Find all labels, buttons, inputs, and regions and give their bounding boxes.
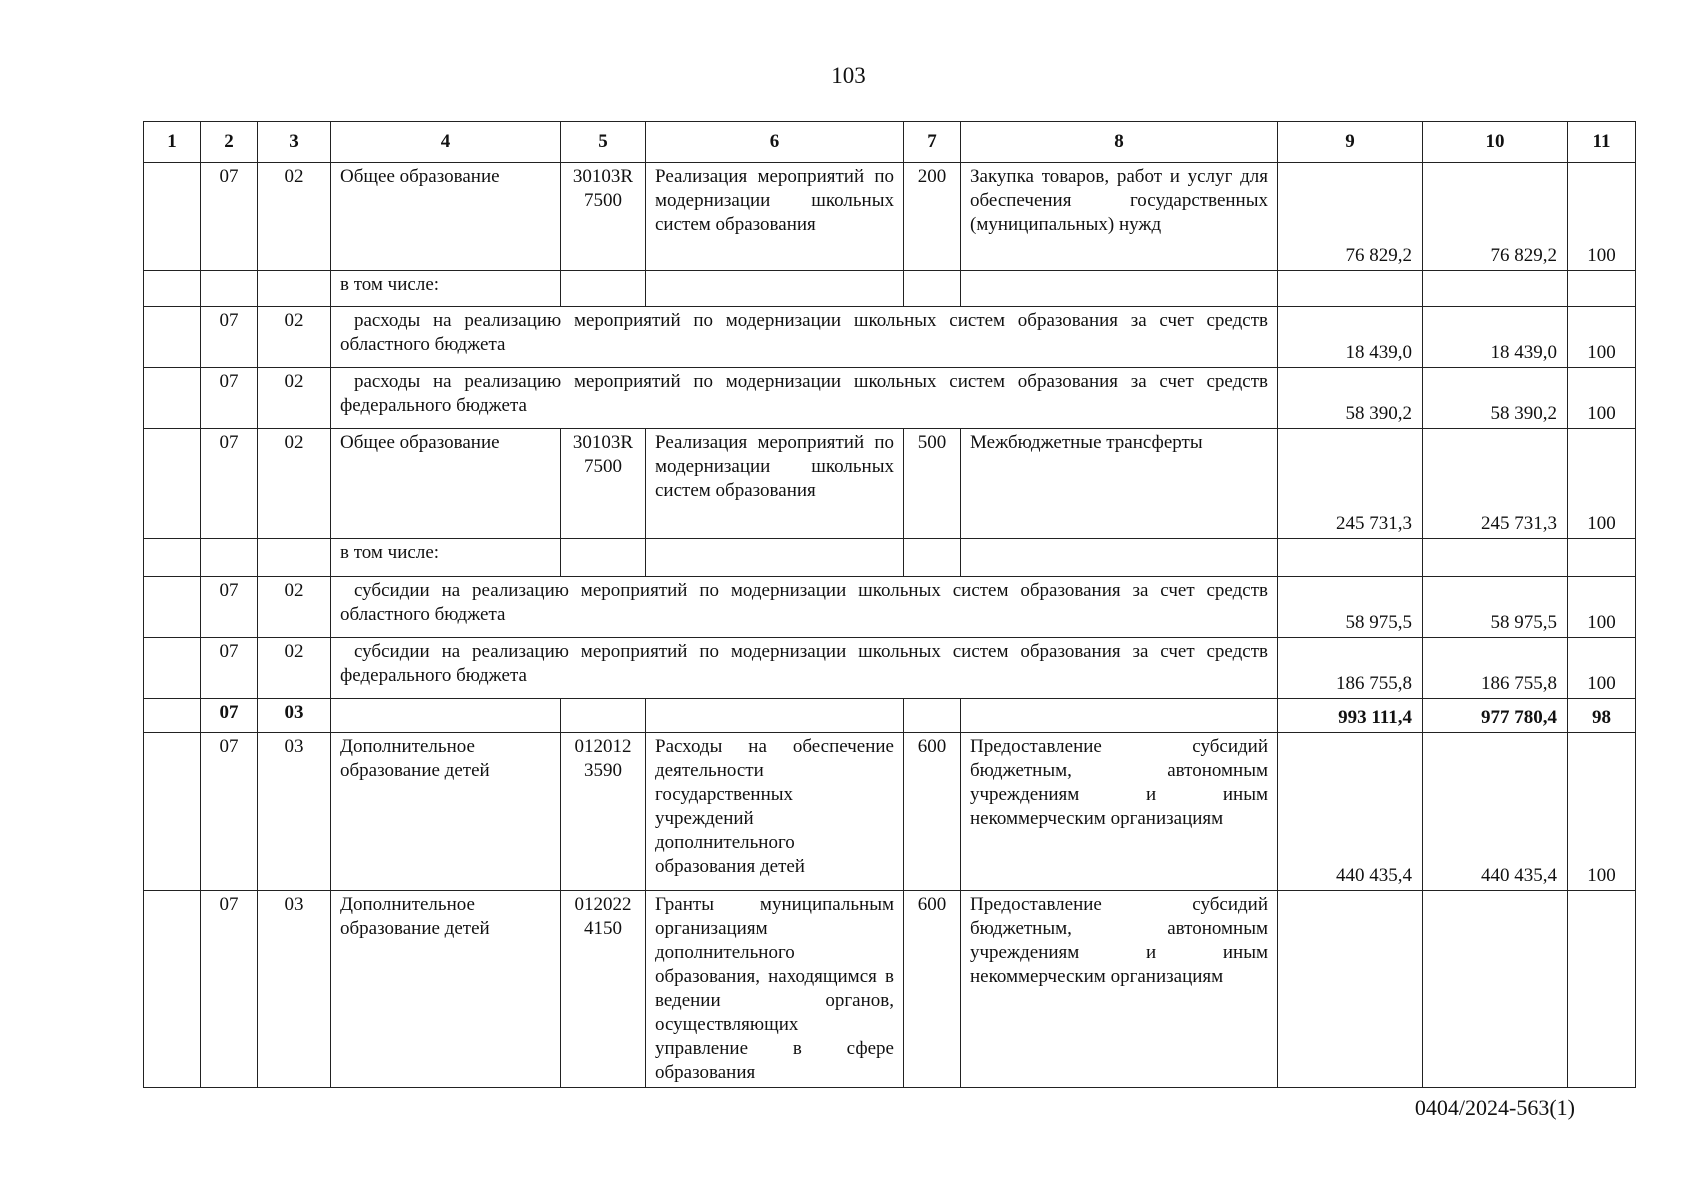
cell-article-name (646, 539, 904, 577)
table-row (144, 307, 1636, 368)
cell-expense-name (961, 539, 1278, 577)
cell-percent: 100 (1568, 733, 1636, 891)
cell-target-article (561, 699, 646, 733)
document-code: 0404/2024-563(1) (1414, 1095, 1575, 1120)
header-cell: 1 (144, 122, 201, 163)
cell-expense-type (904, 271, 961, 307)
cell-actual: 58 390,2 (1423, 368, 1568, 429)
cell-expense-type: 600 (904, 733, 961, 891)
cell-section (201, 539, 258, 577)
cell-subsection: 02 (258, 577, 331, 638)
cell-plan: 186 755,8 (1278, 638, 1423, 699)
cell-section: 07 (201, 368, 258, 429)
cell-section (201, 271, 258, 307)
table-row (144, 163, 1636, 271)
cell-1 (144, 891, 201, 1088)
cell-name: Общее образование (331, 429, 561, 539)
cell-expense-name: Закупка товаров, работ и услуг для обеспечения государственных (муниципальных) нужд (961, 163, 1278, 271)
cell-actual: 58 975,5 (1423, 577, 1568, 638)
cell-target-article: 30103R 7500 (561, 163, 646, 271)
cell-plan: 76 829,2 (1278, 163, 1423, 271)
cell-subsection: 03 (258, 733, 331, 891)
cell-section: 07 (201, 699, 258, 733)
cell-expense-name (961, 699, 1278, 733)
cell-actual: 977 780,4 (1423, 699, 1568, 733)
header-cell: 8 (961, 122, 1278, 163)
cell-subsection: 03 (258, 891, 331, 1088)
cell-plan (1278, 271, 1423, 307)
cell-description: расходы на реализацию мероприятий по модернизации школьных систем образования за счет средств федерального бюджета (331, 368, 1278, 429)
header-cell: 2 (201, 122, 258, 163)
header-cell: 11 (1568, 122, 1636, 163)
cell-subsection: 02 (258, 307, 331, 368)
cell-plan (1278, 539, 1423, 577)
cell-1 (144, 163, 201, 271)
cell-name: Общее образование (331, 163, 561, 271)
cell-plan: 58 390,2 (1278, 368, 1423, 429)
cell-1 (144, 539, 201, 577)
header-cell: 4 (331, 122, 561, 163)
cell-expense-type (904, 539, 961, 577)
cell-percent: 100 (1568, 638, 1636, 699)
cell-actual: 186 755,8 (1423, 638, 1568, 699)
cell-section: 07 (201, 733, 258, 891)
cell-section: 07 (201, 307, 258, 368)
cell-plan (1278, 891, 1423, 1088)
cell-section: 07 (201, 429, 258, 539)
cell-1 (144, 638, 201, 699)
table-row (144, 271, 1636, 307)
cell-plan: 18 439,0 (1278, 307, 1423, 368)
cell-subsection: 02 (258, 163, 331, 271)
cell-article-name: Гранты муниципальным организациям дополнительного образования, находящимся в ведении органов, осуществляющих управление в сфере образования (646, 891, 904, 1088)
cell-subsection: 02 (258, 368, 331, 429)
cell-name (331, 699, 561, 733)
cell-percent: 100 (1568, 163, 1636, 271)
cell-plan: 245 731,3 (1278, 429, 1423, 539)
cell-section: 07 (201, 638, 258, 699)
page-number: 103 (831, 63, 866, 88)
cell-percent (1568, 539, 1636, 577)
cell-percent: 98 (1568, 699, 1636, 733)
table-row (144, 638, 1636, 699)
table-row (144, 733, 1636, 891)
table-row (144, 539, 1636, 577)
header-cell: 9 (1278, 122, 1423, 163)
cell-section: 07 (201, 163, 258, 271)
cell-actual: 245 731,3 (1423, 429, 1568, 539)
header-cell: 10 (1423, 122, 1568, 163)
cell-target-article: 30103R 7500 (561, 429, 646, 539)
cell-actual: 18 439,0 (1423, 307, 1568, 368)
cell-1 (144, 271, 201, 307)
cell-actual: 440 435,4 (1423, 733, 1568, 891)
cell-article-name (646, 699, 904, 733)
header-cell: 7 (904, 122, 961, 163)
cell-expense-type: 500 (904, 429, 961, 539)
table-row (144, 368, 1636, 429)
cell-1 (144, 368, 201, 429)
cell-subsection: 03 (258, 699, 331, 733)
cell-expense-name: Межбюджетные трансферты (961, 429, 1278, 539)
table-row (144, 891, 1636, 1088)
cell-actual: 76 829,2 (1423, 163, 1568, 271)
header-cell: 6 (646, 122, 904, 163)
cell-1 (144, 733, 201, 891)
cell-article-name (646, 271, 904, 307)
cell-subsection: 02 (258, 638, 331, 699)
cell-percent: 100 (1568, 368, 1636, 429)
cell-1 (144, 307, 201, 368)
cell-description: субсидии на реализацию мероприятий по модернизации школьных систем образования за счет средств областного бюджета (331, 577, 1278, 638)
cell-subsection (258, 271, 331, 307)
cell-target-article: 012022 4150 (561, 891, 646, 1088)
header-cell: 3 (258, 122, 331, 163)
cell-target-article (561, 271, 646, 307)
cell-article-name: Расходы на обеспечение деятельности государственных учреждений дополнительного образования детей (646, 733, 904, 891)
cell-target-article (561, 539, 646, 577)
cell-plan: 440 435,4 (1278, 733, 1423, 891)
cell-actual (1423, 271, 1568, 307)
cell-expense-name: Предоставление субсидий бюджетным, автономным учреждениям и иным некоммерческим организациям (961, 891, 1278, 1088)
cell-description: субсидии на реализацию мероприятий по модернизации школьных систем образования за счет средств федерального бюджета (331, 638, 1278, 699)
cell-actual (1423, 539, 1568, 577)
cell-article-name: Реализация мероприятий по модернизации школьных систем образования (646, 429, 904, 539)
cell-1 (144, 429, 201, 539)
table-row-total (144, 699, 1636, 733)
cell-including-label: в том числе: (331, 539, 561, 577)
cell-expense-type (904, 699, 961, 733)
cell-description: расходы на реализацию мероприятий по модернизации школьных систем образования за счет средств областного бюджета (331, 307, 1278, 368)
cell-section: 07 (201, 577, 258, 638)
header-cell: 5 (561, 122, 646, 163)
cell-article-name: Реализация мероприятий по модернизации школьных систем образования (646, 163, 904, 271)
cell-expense-name: Предоставление субсидий бюджетным, автономным учреждениям и иным некоммерческим организациям (961, 733, 1278, 891)
cell-target-article: 012012 3590 (561, 733, 646, 891)
cell-including-label: в том числе: (331, 271, 561, 307)
cell-section: 07 (201, 891, 258, 1088)
cell-1 (144, 577, 201, 638)
cell-expense-type: 200 (904, 163, 961, 271)
budget-table (143, 121, 1636, 1088)
cell-plan: 993 111,4 (1278, 699, 1423, 733)
table-row (144, 429, 1636, 539)
cell-subsection (258, 539, 331, 577)
cell-percent: 100 (1568, 307, 1636, 368)
cell-percent (1568, 891, 1636, 1088)
cell-subsection: 02 (258, 429, 331, 539)
cell-percent: 100 (1568, 577, 1636, 638)
cell-name: Дополнительное образование детей (331, 733, 561, 891)
header-row (144, 122, 1636, 163)
table-row (144, 577, 1636, 638)
cell-percent (1568, 271, 1636, 307)
cell-percent: 100 (1568, 429, 1636, 539)
cell-expense-name (961, 271, 1278, 307)
cell-name: Дополнительное образование детей (331, 891, 561, 1088)
cell-expense-type: 600 (904, 891, 961, 1088)
cell-actual (1423, 891, 1568, 1088)
cell-1 (144, 699, 201, 733)
cell-plan: 58 975,5 (1278, 577, 1423, 638)
